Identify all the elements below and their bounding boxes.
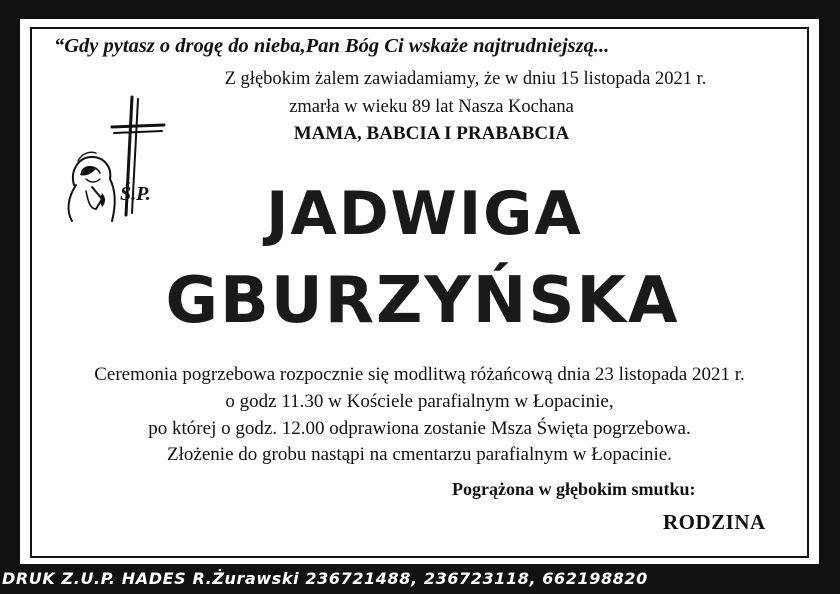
- ceremony-line-3: po której o godz. 12.00 odprawiona zostanie Msza Święta pogrzebowa.: [148, 418, 691, 439]
- sp-label: Ś.P.: [120, 183, 151, 205]
- relation-heading: MAMA, BABCIA I PRABABCIA: [293, 123, 570, 144]
- deceased-first-name: JADWIGA: [266, 179, 583, 249]
- printer-footer: DRUK Z.U.P. HADES R.Żurawski 236721488, 236723118, 662198820: [2, 569, 648, 588]
- ceremony-line-1: Ceremonia pogrzebowa rozpocznie się modlitwą różańcową dnia 23 listopada 2021 r.: [94, 364, 745, 385]
- obituary-card: [20, 19, 819, 564]
- deceased-last-name: GBURZYŃSKA: [165, 264, 680, 338]
- family-signature: RODZINA: [663, 510, 766, 534]
- announce-line-1: Z głębokim żalem zawiadamiamy, że w dniu 15 listopada 2021 r.: [224, 69, 707, 89]
- mourning-text: Pogrążona w głębokim smutku:: [452, 479, 696, 499]
- ceremony-line-4: Złożenie do grobu nastąpi na cmentarzu parafialnym w Łopacinie.: [167, 444, 672, 465]
- quote-text: “Gdy pytasz o drogę do nieba,Pan Bóg Ci wskaże najtrudniejszą...: [54, 35, 610, 57]
- announce-line-2: zmarła w wieku 89 lat Nasza Kochana: [289, 97, 574, 117]
- ceremony-line-2: o godz 11.30 w Kościele parafialnym w Łopacinie,: [225, 391, 614, 412]
